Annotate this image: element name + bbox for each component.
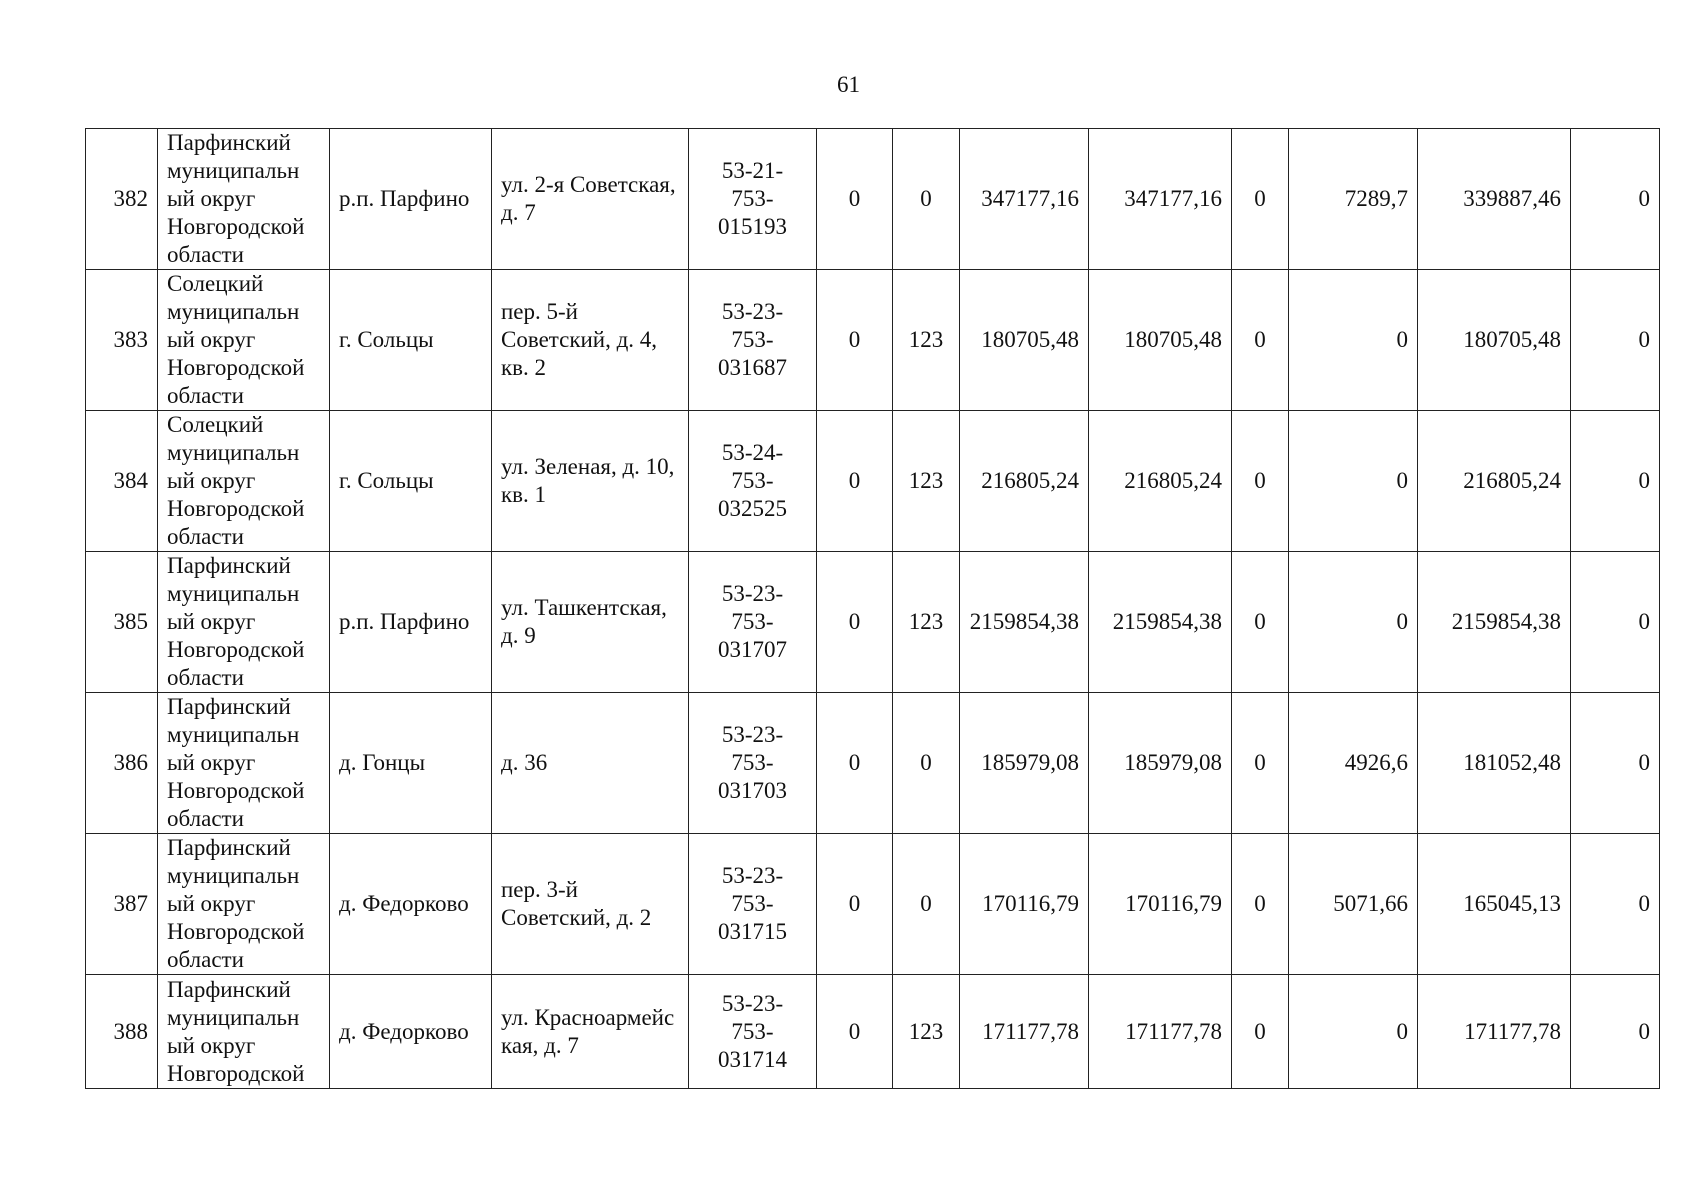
code-part: 53-23- [721, 581, 784, 606]
settlement-cell: р.п. Парфино [330, 129, 492, 270]
value-cell: 4926,6 [1289, 693, 1418, 834]
value-cell: 185979,08 [960, 693, 1089, 834]
value-cell: 0 [1289, 975, 1418, 1089]
row-number-cell: 388 [86, 975, 158, 1089]
code-part: 032525 [718, 496, 787, 521]
value-cell: 170116,79 [960, 834, 1089, 975]
value-cell: 0 [1571, 411, 1660, 552]
code-part: 753- [731, 186, 774, 211]
value-cell: 216805,24 [1418, 411, 1571, 552]
table-row [86, 693, 1660, 834]
value-cell: 0 [1232, 270, 1289, 411]
settlement-cell: д. Федорково [330, 834, 492, 975]
code-cell [689, 834, 817, 975]
value-cell: 2159854,38 [1418, 552, 1571, 693]
code-part: 53-23- [721, 990, 784, 1016]
code-part: 753- [731, 891, 774, 916]
value-cell: 123 [893, 552, 960, 693]
value-cell: 0 [1289, 270, 1418, 411]
value-cell: 0 [1571, 552, 1660, 693]
code-part: 031703 [718, 778, 787, 803]
code-cell [689, 129, 817, 270]
code-part: 031707 [718, 637, 787, 662]
table-body [86, 129, 1660, 1089]
settlement-cell: г. Сольцы [330, 270, 492, 411]
code-part: 753- [731, 609, 774, 634]
value-cell: 171177,78 [1418, 975, 1571, 1089]
address-cell: пер. 3-й Советский, д. 2 [492, 834, 689, 975]
address-cell: пер. 5-й Советский, д. 4, кв. 2 [492, 270, 689, 411]
code-part: 753- [731, 750, 774, 775]
value-cell: 180705,48 [960, 270, 1089, 411]
value-cell: 0 [817, 552, 893, 693]
value-cell: 123 [893, 270, 960, 411]
code-cell [689, 693, 817, 834]
code-part: 53-23- [721, 863, 784, 888]
value-cell: 0 [1232, 834, 1289, 975]
settlement-cell: р.п. Парфино [330, 552, 492, 693]
code-part: 53-24- [721, 440, 784, 465]
value-cell: 0 [1571, 975, 1660, 1089]
value-cell: 5071,66 [1289, 834, 1418, 975]
district-cell: Парфинский муниципальн ый округ Новгородской области [158, 834, 330, 975]
value-cell: 0 [1232, 411, 1289, 552]
code-part: 031715 [718, 919, 787, 944]
district-cell: Парфинский муниципальн ый округ Новгородской области [158, 552, 330, 693]
table-row [86, 834, 1660, 975]
table-row [86, 411, 1660, 552]
value-cell: 180705,48 [1089, 270, 1232, 411]
row-number-cell: 386 [86, 693, 158, 834]
address-cell: ул. Зеленая, д. 10, кв. 1 [492, 411, 689, 552]
table-row [86, 975, 1660, 1089]
code-part: 015193 [718, 214, 787, 239]
code-cell [689, 411, 817, 552]
row-number-cell: 385 [86, 552, 158, 693]
value-cell: 0 [817, 975, 893, 1089]
value-cell: 171177,78 [960, 975, 1089, 1089]
district-cell: Солецкий муниципальн ый округ Новгородской области [158, 270, 330, 411]
address-cell: ул. Ташкентская, д. 9 [492, 552, 689, 693]
value-cell: 165045,13 [1418, 834, 1571, 975]
value-cell: 0 [1571, 834, 1660, 975]
value-cell: 123 [893, 411, 960, 552]
value-cell: 7289,7 [1289, 129, 1418, 270]
value-cell: 0 [1289, 411, 1418, 552]
value-cell: 0 [1289, 552, 1418, 693]
value-cell: 0 [1232, 975, 1289, 1089]
value-cell: 0 [893, 129, 960, 270]
value-cell: 171177,78 [1089, 975, 1232, 1089]
value-cell: 2159854,38 [1089, 552, 1232, 693]
row-number-cell: 382 [86, 129, 158, 270]
row-number-cell: 384 [86, 411, 158, 552]
value-cell: 347177,16 [960, 129, 1089, 270]
settlement-cell: д. Гонцы [330, 693, 492, 834]
value-cell: 0 [817, 129, 893, 270]
code-part: 53-21- [721, 158, 784, 183]
code-cell [689, 270, 817, 411]
value-cell: 180705,48 [1418, 270, 1571, 411]
value-cell: 216805,24 [960, 411, 1089, 552]
code-cell [689, 552, 817, 693]
value-cell: 0 [817, 270, 893, 411]
code-part: 753- [731, 1018, 774, 1044]
address-cell: ул. 2-я Советская, д. 7 [492, 129, 689, 270]
value-cell: 0 [1232, 693, 1289, 834]
value-cell: 0 [817, 834, 893, 975]
value-cell: 185979,08 [1089, 693, 1232, 834]
value-cell: 216805,24 [1089, 411, 1232, 552]
registry-table [85, 128, 1660, 1089]
code-part: 53-23- [721, 722, 784, 747]
district-cell: Парфинский муниципальн ый округ Новгородской области [158, 693, 330, 834]
value-cell: 0 [893, 693, 960, 834]
page-number: 61 [837, 72, 860, 97]
code-part: 53-23- [721, 299, 784, 324]
settlement-cell: г. Сольцы [330, 411, 492, 552]
row-number-cell: 383 [86, 270, 158, 411]
value-cell: 181052,48 [1418, 693, 1571, 834]
value-cell: 0 [817, 693, 893, 834]
table-row [86, 270, 1660, 411]
value-cell: 170116,79 [1089, 834, 1232, 975]
value-cell: 0 [893, 834, 960, 975]
code-part: 031687 [718, 355, 787, 380]
code-part: 031714 [718, 1046, 787, 1072]
value-cell: 0 [817, 411, 893, 552]
row-number-cell: 387 [86, 834, 158, 975]
district-cell: Парфинский муниципальн ый округ Новгородской области [158, 129, 330, 270]
district-cell: Парфинский муниципальн ый округ Новгородской [158, 975, 330, 1089]
value-cell: 0 [1571, 129, 1660, 270]
table-row [86, 129, 1660, 270]
value-cell: 0 [1232, 552, 1289, 693]
district-cell: Солецкий муниципальн ый округ Новгородской области [158, 411, 330, 552]
value-cell: 123 [893, 975, 960, 1089]
value-cell: 0 [1232, 129, 1289, 270]
address-cell: ул. Красноармейская, д. 7 [492, 975, 689, 1089]
settlement-cell: д. Федорково [330, 975, 492, 1089]
table-row [86, 552, 1660, 693]
code-part: 753- [731, 327, 774, 352]
value-cell: 347177,16 [1089, 129, 1232, 270]
code-cell [689, 975, 817, 1089]
value-cell: 339887,46 [1418, 129, 1571, 270]
value-cell: 0 [1571, 270, 1660, 411]
code-part: 753- [731, 468, 774, 493]
address-cell: д. 36 [492, 693, 689, 834]
value-cell: 0 [1571, 693, 1660, 834]
value-cell: 2159854,38 [960, 552, 1089, 693]
